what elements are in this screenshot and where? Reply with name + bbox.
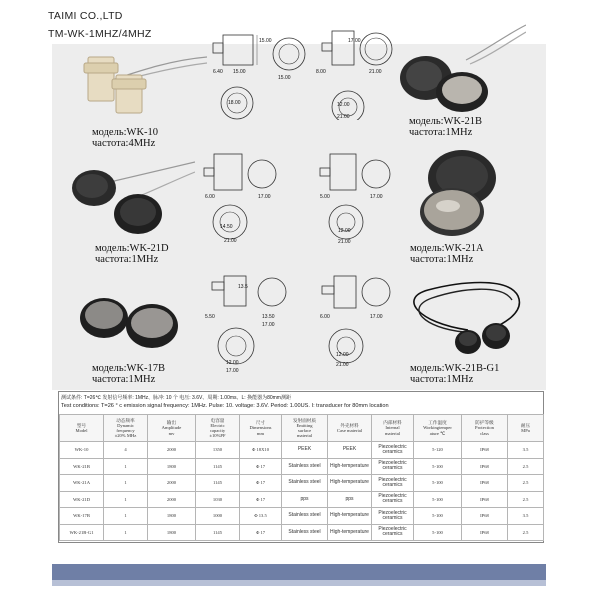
table-cell: 1145 [196, 475, 240, 492]
table-cell: 1145 [196, 524, 240, 541]
wk10-dim-4: 15.00 [278, 75, 291, 81]
table-cell: Stainless steel [282, 524, 328, 541]
column-header-line: MPa [521, 428, 530, 433]
table-cell: Φ 18X10 [240, 442, 282, 459]
table-cell: 3.5 [508, 508, 544, 525]
table-row [60, 508, 544, 525]
wk17b-product-image [76, 290, 186, 360]
wk10-model: модель:WK-10 [92, 127, 159, 138]
wk17b-dim-6: 17.00 [226, 368, 239, 374]
wk21bg1-frequency: частота:1MHz [410, 374, 474, 385]
table-cell: Piezoelectric ceramics [372, 491, 414, 508]
column-header [282, 415, 328, 442]
table-cell: Φ 17 [240, 491, 282, 508]
wk10-product-image [82, 55, 207, 115]
table-cell: Piezoelectric ceramics [372, 475, 414, 492]
column-header-line: surface [297, 428, 312, 433]
table-cell: WK-21A [60, 475, 104, 492]
wk21b-dim-4: 12.00 [337, 102, 350, 108]
column-header-line: Protection [475, 425, 494, 431]
table-cell: High-temperature [328, 524, 372, 541]
column-header-line: Workingtemper [423, 425, 452, 431]
table-cell: 4 [104, 442, 148, 459]
column-header [240, 415, 282, 442]
table-cell: 1800 [148, 524, 196, 541]
table-row [60, 475, 544, 492]
table-row [60, 458, 544, 475]
wk10-dim-2: 6.40 [213, 69, 223, 75]
column-header-line: 尺寸 [255, 420, 266, 426]
table-row [60, 491, 544, 508]
wk21a-model: модель:WK-21A [410, 243, 484, 254]
table-cell: pps [328, 491, 372, 508]
column-header [508, 415, 544, 442]
column-header-line: Case material [336, 428, 363, 433]
wk10-dim-3: 15.00 [233, 69, 246, 75]
column-header [414, 415, 462, 442]
table-cell: Stainless steel [282, 508, 328, 525]
table-cell: Piezoelectric ceramics [372, 508, 414, 525]
column-header-line: Dimensions [249, 425, 272, 431]
table-cell: Piezoelectric ceramics [372, 442, 414, 459]
wk21a-dim-1: 5.00 [320, 194, 330, 200]
column-header-line: 发射面材质 [293, 417, 316, 423]
wk10-frequency: частота:4MHz [92, 138, 156, 149]
wk21d-dim-3: 14.50 [220, 224, 233, 230]
wk21d-model: модель:WK-21D [95, 243, 169, 254]
model-line: TM-WK-1MHZ/4MHZ [48, 28, 152, 40]
table-cell: IP68 [462, 475, 508, 492]
table-cell: Stainless steel [282, 475, 328, 492]
wk17b-dim-3: 13.50 [262, 314, 275, 320]
table-cell: pps [282, 491, 328, 508]
table-row [60, 524, 544, 541]
table-cell: IP68 [462, 508, 508, 525]
table-cell: High-temperature [328, 508, 372, 525]
column-header [148, 415, 196, 442]
test-conditions-en: Test conditions: T=26 ° c emission signal frequency: 1MHz. Pulse: 10. voltage: 3.6V. Period: 1.00US. I: transducer for 80mm location [61, 403, 389, 409]
wk21b-dim-3: 21.00 [369, 69, 382, 75]
wk21a-frequency: частота:1MHz [410, 254, 474, 265]
wk21b-model: модель:WK-21B [409, 116, 483, 127]
wk21d-dim-4: 21.00 [224, 238, 237, 244]
wk21b-dim-2: 8.00 [316, 69, 326, 75]
table-cell: IP68 [462, 442, 508, 459]
table-cell: IP68 [462, 524, 508, 541]
table-cell: WK-21B-G1 [60, 524, 104, 541]
wk21a-dim-3: 12.00 [338, 228, 351, 234]
table-cell: WK-10 [60, 442, 104, 459]
column-header-line: 内部材料 [383, 420, 402, 426]
table-cell: 5-100 [414, 458, 462, 475]
table-cell: 1 [104, 491, 148, 508]
table-cell: 1 [104, 458, 148, 475]
wk10-dim-1: 15.00 [259, 38, 272, 44]
column-header-line: Electric [210, 422, 225, 428]
column-header-line: 工作温度 [428, 420, 447, 426]
column-header [60, 415, 104, 442]
wk21a-dim-4: 21.00 [338, 239, 351, 245]
column-header-line: Amplitude [161, 425, 182, 431]
company-name: TAIMI CO.,LTD [48, 10, 123, 22]
table-cell: 1 [104, 475, 148, 492]
spec-grid [59, 414, 544, 541]
table-cell: PEEK [282, 442, 328, 459]
column-header-line: Model [75, 428, 88, 433]
wk21b-dim-1: 17.00 [348, 38, 361, 44]
column-header-line: ature ℃ [429, 430, 446, 436]
table-cell: WK-17B [60, 508, 104, 525]
wk17b-dim-4: 17.00 [262, 322, 275, 328]
table-cell: WK-21B [60, 458, 104, 475]
wk21bg1-product-image [398, 268, 526, 363]
column-header [196, 415, 240, 442]
table-cell: 5-120 [414, 442, 462, 459]
table-cell: IP68 [462, 491, 508, 508]
column-header-line: Dynamic [117, 422, 134, 428]
wk17b-dim-5: 12.00 [226, 360, 239, 366]
wk17b-dim-2: 5.50 [205, 314, 215, 320]
table-cell: Φ 17 [240, 458, 282, 475]
column-header [104, 415, 148, 442]
column-header-line: 型号 [76, 422, 87, 428]
table-row [60, 442, 544, 459]
column-header-line: 耐压 [520, 422, 531, 428]
test-conditions-cn: 测试条件: T=26℃ 发射信号频率: 1MHz、脉冲: 10 个 电压: 3.6V、周期: 1.00ms、L: 换能器为80mm测距 [61, 395, 291, 401]
wk17b-dim-1: 13.5 [238, 284, 248, 290]
column-header-line: 动态频率 [116, 417, 135, 423]
table-cell: IP68 [462, 458, 508, 475]
wk21d-dim-2: 17.00 [258, 194, 271, 200]
table-cell: 1145 [196, 458, 240, 475]
table-cell: 1800 [148, 458, 196, 475]
table-cell: High-temperature [328, 475, 372, 492]
wk21d-frequency: частота:1MHz [95, 254, 159, 265]
table-cell: 2.5 [508, 491, 544, 508]
footer-band-dark [52, 564, 546, 580]
table-cell: 1800 [148, 508, 196, 525]
table-cell: Φ 17 [240, 524, 282, 541]
table-cell: 2000 [148, 491, 196, 508]
table-cell: Piezoelectric ceramics [372, 524, 414, 541]
table-cell: 3.5 [508, 442, 544, 459]
column-header-line: class [480, 430, 489, 436]
table-cell: 1000 [196, 508, 240, 525]
table-cell: Φ 13.5 [240, 508, 282, 525]
column-header-line: mm [256, 430, 265, 436]
table-cell: 2000 [148, 475, 196, 492]
column-header-line: 输出 [166, 420, 177, 426]
table-cell: 1 [104, 508, 148, 525]
column-header-line: mv [168, 430, 175, 436]
column-header-line: 防护等级 [475, 420, 494, 426]
wk21bg1-model: модель:WK-21B-G1 [410, 363, 500, 374]
column-header-line: 电容量 [210, 417, 225, 423]
wk21bg1-dim-4: 21.00 [336, 362, 349, 368]
wk17b-model: модель:WK-17B [92, 363, 166, 374]
table-cell: 1350 [196, 442, 240, 459]
column-header-line: material [296, 433, 313, 439]
table-cell: Stainless steel [282, 458, 328, 475]
column-header [372, 415, 414, 442]
column-header [328, 415, 372, 442]
wk17b-frequency: частота:1MHz [92, 374, 156, 385]
column-header-line: 外壳材料 [340, 422, 359, 428]
wk21b-product-image [396, 20, 526, 115]
table-cell: PEEK [328, 442, 372, 459]
table-cell: 5-100 [414, 508, 462, 525]
spec-table [58, 391, 544, 543]
wk21d-product-image [70, 160, 195, 240]
wk21bg1-dim-2: 17.00 [370, 314, 383, 320]
table-cell: 2.5 [508, 524, 544, 541]
table-cell: 2000 [148, 442, 196, 459]
wk21b-frequency: частота:1MHz [409, 127, 473, 138]
wk10-dim-5: 18.00 [228, 100, 241, 106]
table-cell: High-temperature [328, 458, 372, 475]
column-header-line: ±20% MHz [114, 433, 137, 439]
column-header-line: Internal [385, 425, 400, 431]
wk21a-dim-2: 17.00 [370, 194, 383, 200]
column-header-line: ±10%PF [209, 433, 226, 439]
column-header-line: material [384, 430, 401, 436]
wk21bg1-dim-3: 12.00 [336, 352, 349, 358]
table-cell: 5-100 [414, 491, 462, 508]
table-cell: 5-100 [414, 475, 462, 492]
wk21a-product-image [412, 140, 502, 240]
table-cell: Piezoelectric ceramics [372, 458, 414, 475]
table-cell: 5-100 [414, 524, 462, 541]
column-header-line: frequency [116, 428, 135, 433]
wk21bg1-dim-1: 6.00 [320, 314, 330, 320]
table-cell: 2.5 [508, 458, 544, 475]
table-cell: WK-21D [60, 491, 104, 508]
column-header [462, 415, 508, 442]
footer-band-light [52, 580, 546, 586]
wk21d-dim-1: 6.00 [205, 194, 215, 200]
wk10-top-view [270, 35, 308, 73]
table-cell: 1 [104, 524, 148, 541]
table-cell: Φ 17 [240, 475, 282, 492]
column-header-line: capacity [209, 428, 226, 433]
table-cell: 1030 [196, 491, 240, 508]
table-cell: 2.5 [508, 475, 544, 492]
wk21b-dim-5: 21.00 [337, 114, 350, 120]
column-header-line: Emitting [296, 422, 313, 428]
